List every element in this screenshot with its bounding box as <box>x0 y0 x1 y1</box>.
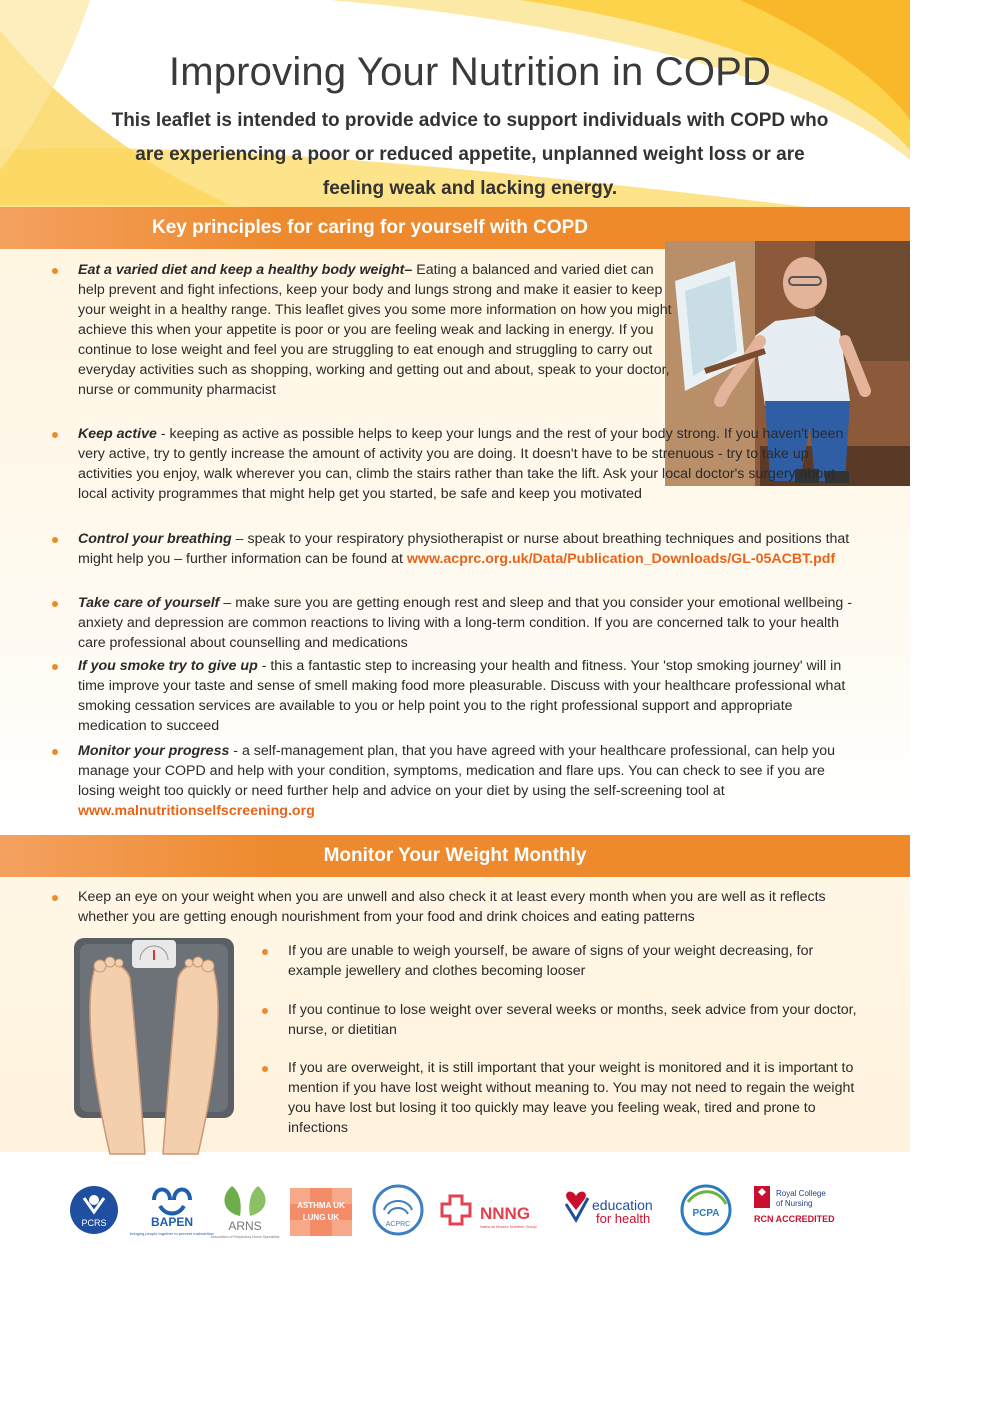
education-for-health-logo <box>562 1190 667 1234</box>
asthma-logo-text: ASTHMA UK <box>297 1201 345 1210</box>
principle-self-care: Take care of yourself – make sure you are getting enough rest and sleep and that you consider your emotional wellbeing - anxiety and depression are common reactions to living with a long-term condition. If you are concerned talk to your health care professional about counselling and medications <box>78 593 860 653</box>
bullet-dot <box>52 601 58 607</box>
bullet-dot <box>52 895 58 901</box>
pcrs-logo <box>68 1180 120 1240</box>
bullet-dot <box>52 268 58 274</box>
bullet-dot <box>52 432 58 438</box>
arns-logo-text: ARNS <box>228 1219 262 1233</box>
principle-breathing: Control your breathing – speak to your respiratory physiotherapist or nurse about breathing techniques and positions that might help you – further information can be found at www.acprc.org.uk/Data/Publication_Downloads/GL-05ACBT.pdf <box>78 529 860 569</box>
bapen-logo <box>130 1180 214 1244</box>
malnutrition-screening-link[interactable]: www.malnutritionselfscreening.org <box>78 803 315 819</box>
acprc-logo <box>370 1180 426 1240</box>
principle-diet: Eat a varied diet and keep a healthy body weight– Eating a balanced and varied diet can help prevent and fight infections, keep your body and lungs strong and make it easier to keep your weight in a healthy range. This leaflet gives you some more information on how you might achieve this when your appetite is poor or you are feeling weak and lacking in energy. If you continue to lose weight and feel you are struggling to eat enough and struggling to carry out everyday activities such as shopping, working and getting out and about, speak to your doctor, nurse or community pharmacist <box>78 260 678 400</box>
nnng-tagline: National Nurses Nutrition Group <box>480 1224 537 1229</box>
nnng-logo-text: NNNG <box>480 1204 531 1223</box>
rcn-logo-text-1: Royal College <box>776 1189 826 1198</box>
weight-tip-continue: If you continue to lose weight over several weeks or months, seek advice from your doctor, nurse, or dietitian <box>288 1000 860 1040</box>
arns-logo <box>210 1180 280 1244</box>
page-title: Improving Your Nutrition in COPD <box>168 50 772 94</box>
bullet-dot <box>262 949 268 955</box>
pcpa-logo <box>678 1180 734 1240</box>
section-heading-key-principles: Key principles for caring for yourself with COPD <box>0 207 910 249</box>
page-subtitle: This leaflet is intended to provide advice to support individuals with COPD who are experiencing a poor or reduced appetite, unplanned weight loss or are feeling weak and lacking energy. <box>111 110 829 199</box>
bullet-dot <box>52 749 58 755</box>
pcpa-logo-text: PCPA <box>692 1208 720 1219</box>
nnng-logo <box>440 1190 555 1236</box>
weight-tip-overweight: If you are overweight, it is still important that your weight is monitored and it is important to mention if you have lost weight without meaning to. You may not need to regain the weight you have lost but losing it too quickly may leave you feeling weak, tired and prone to infections <box>288 1058 860 1138</box>
acprc-link[interactable]: www.acprc.org.uk/Data/Publication_Downloads/GL-05ACBT.pdf <box>406 551 836 567</box>
bapen-logo-text: BAPEN <box>150 1215 194 1229</box>
efh-logo-text-2: for health <box>596 1211 651 1226</box>
bullet-dot <box>262 1008 268 1014</box>
bullet-dot <box>52 664 58 670</box>
weight-tip-unable: If you are unable to weigh yourself, be aware of signs of your weight decreasing, for example jewellery and clothes becoming looser <box>288 941 860 981</box>
pcrs-logo-text: PCRS <box>81 1218 107 1228</box>
acprc-logo-text: ACPRC <box>385 1221 411 1228</box>
rcn-logo-text-2: of Nursing <box>776 1199 813 1208</box>
principle-smoking: If you smoke try to give up - this a fantastic step to increasing your health and fitness. Your 'stop smoking journey' will in time improve your taste and sense of smell making food more pleasurable. Discuss with your healthcare professional what smoking cessation services are available to you or help point you to the right professional support and appropriate medication to succeed <box>78 656 860 736</box>
lung-logo-text: LUNG UK <box>302 1213 340 1222</box>
bapen-tagline: bringing people together to prevent malnutrition <box>130 1231 214 1236</box>
weight-intro: Keep an eye on your weight when you are unwell and also check it at least every month when you are well as it reflects whether you are getting enough nourishment from your food and drink choices and eating patterns <box>78 887 860 927</box>
principle-progress: Monitor your progress - a self-management plan, that you have agreed with your healthcare professional, can help you manage your COPD and help with your condition, symptoms, medication and flare ups. You can check to see if you are losing weight too quickly or need further help and advice on your diet by using the self-screening tool at www.malnutritionselfscreening.org <box>78 741 860 821</box>
rcn-logo <box>750 1184 850 1234</box>
partner-logos <box>60 1180 860 1250</box>
bullet-dot <box>262 1066 268 1072</box>
rcn-accredited-text: RCN ACCREDITED <box>754 1214 835 1224</box>
arns-tagline: Association of Respiratory Nurse Specialists <box>210 1235 280 1239</box>
asthma-lung-uk-logo <box>290 1188 352 1236</box>
feet-on-scale-illustration <box>70 938 238 1154</box>
section-heading-weight: Monitor Your Weight Monthly <box>0 835 910 877</box>
principle-active: Keep active - keeping as active as possible helps to keep your lungs and the rest of your body strong. If you haven't been very active, try to gently increase the amount of activity you are doing. It doesn't have to be strenuous - try to take up activities you enjoy, walk wherever you can, climb the stairs rather than take the lift. Ask your local doctor's surgery about local activity programmes that might help get you started, be safe and keep you motivated <box>78 424 860 504</box>
efh-logo-text-1: education <box>592 1197 653 1213</box>
bullet-dot <box>52 537 58 543</box>
